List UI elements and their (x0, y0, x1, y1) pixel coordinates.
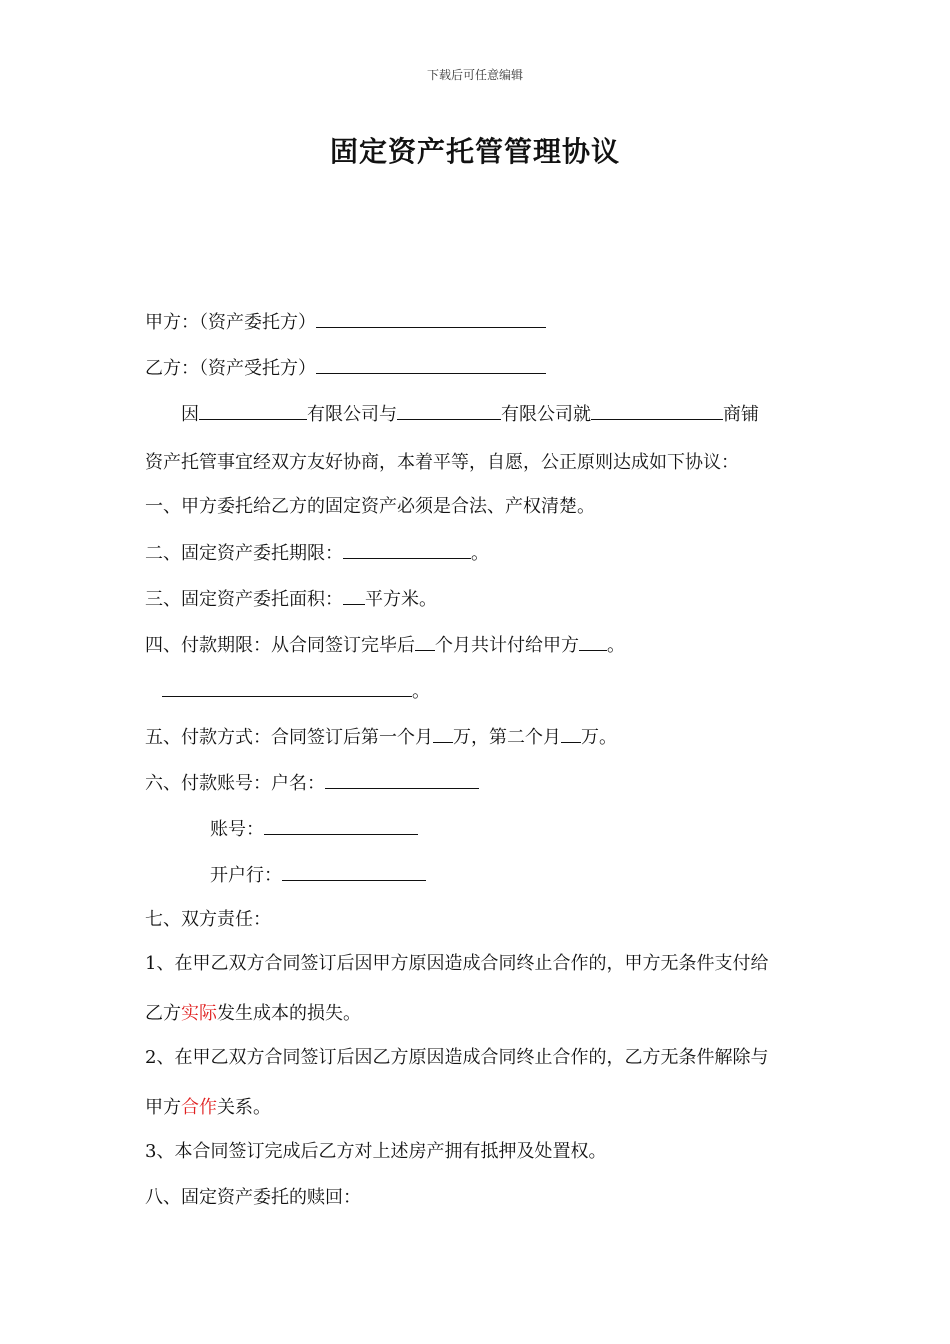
clause-7-item-3: 3、本合同签订完成后乙方对上述房产拥有抵押及处置权。 (145, 1141, 607, 1162)
bank-line (210, 862, 426, 888)
term-blank[interactable] (343, 540, 471, 559)
first-month-blank[interactable] (433, 724, 453, 743)
months-blank[interactable] (415, 632, 435, 651)
clause-2-label: 二、固定资产委托期限： (145, 543, 343, 564)
area-blank[interactable] (343, 586, 365, 605)
clause-4-cont-end: 。 (412, 681, 430, 702)
account-number-blank[interactable] (264, 816, 418, 835)
account-number-line (210, 816, 418, 842)
intro-line-1 (181, 401, 759, 427)
intro-line-2: 资产托管事宜经双方友好协商，本着平等，自愿，公正原则达成如下协议： (145, 452, 739, 473)
clause-2-end: 。 (471, 543, 489, 564)
item-1-post: 发生成本的损失。 (217, 1003, 361, 1024)
party-a-line (145, 309, 546, 335)
clause-7-item-2-line-1: 2、在甲乙双方合同签订后因乙方原因造成合同终止合作的，乙方无条件解除与 (145, 1047, 769, 1068)
company-b-blank[interactable] (397, 401, 501, 420)
party-b-line (145, 355, 546, 381)
party-b-label: 乙方：（资产受托方） (145, 358, 316, 379)
clause-1: 一、甲方委托给乙方的固定资产必须是合法、产权清楚。 (145, 496, 595, 517)
clause-7-item-1-line-2 (145, 1002, 361, 1026)
clause-4-end: 。 (607, 635, 625, 656)
company-a-blank[interactable] (199, 401, 307, 420)
second-month-blank[interactable] (561, 724, 581, 743)
clause-6-label: 六、付款账号：户名： (145, 773, 325, 794)
item-2-highlight: 合作 (181, 1097, 217, 1118)
clause-4 (145, 632, 625, 658)
party-a-blank[interactable] (316, 309, 546, 328)
bank-label: 开户行： (210, 865, 282, 886)
document-title: 固定资产托管管理协议 (329, 135, 620, 168)
payment-amount-blank[interactable] (579, 632, 607, 651)
clause-4-text-2: 个月共计付给甲方 (435, 635, 579, 656)
party-b-blank[interactable] (316, 355, 546, 374)
clause-5 (145, 724, 617, 750)
clause-5-text-2: 万，第二个月 (453, 727, 561, 748)
clause-3 (145, 586, 437, 612)
clause-4-text-1: 四、付款期限：从合同签订完毕后 (145, 635, 415, 656)
clause-5-end: 万。 (581, 727, 617, 748)
intro-text-1: 因 (181, 404, 199, 425)
intro-text-2: 有限公司与 (307, 404, 397, 425)
clause-4-continuation (162, 678, 430, 704)
clause-3-label: 三、固定资产委托面积： (145, 589, 343, 610)
item-2-pre: 甲方 (145, 1097, 181, 1118)
intro-text-3: 有限公司就 (501, 404, 591, 425)
clause-7-item-2-line-2 (145, 1096, 271, 1120)
intro-text-4: 商铺 (723, 404, 759, 425)
clause-7-title: 七、双方责任： (145, 909, 271, 930)
clause-5-text-1: 五、付款方式：合同签订后第一个月 (145, 727, 433, 748)
item-1-pre: 乙方 (145, 1003, 181, 1024)
item-1-highlight: 实际 (181, 1003, 217, 1024)
shop-blank[interactable] (591, 401, 723, 420)
page-header-note: 下载后可任意编辑 (426, 68, 523, 82)
clause-8-title: 八、固定资产委托的赎回： (145, 1187, 361, 1208)
clause-6 (145, 770, 479, 796)
clause-2 (145, 540, 489, 566)
party-a-label: 甲方：（资产委托方） (145, 312, 316, 333)
account-number-label: 账号： (210, 819, 264, 840)
clause-3-end: 平方米。 (365, 589, 437, 610)
bank-blank[interactable] (282, 862, 426, 881)
clause-4-cont-blank[interactable] (162, 678, 412, 697)
account-name-blank[interactable] (325, 770, 479, 789)
clause-7-item-1-line-1: 1、在甲乙双方合同签订后因甲方原因造成合同终止合作的，甲方无条件支付给 (145, 953, 769, 974)
item-2-post: 关系。 (217, 1097, 271, 1118)
